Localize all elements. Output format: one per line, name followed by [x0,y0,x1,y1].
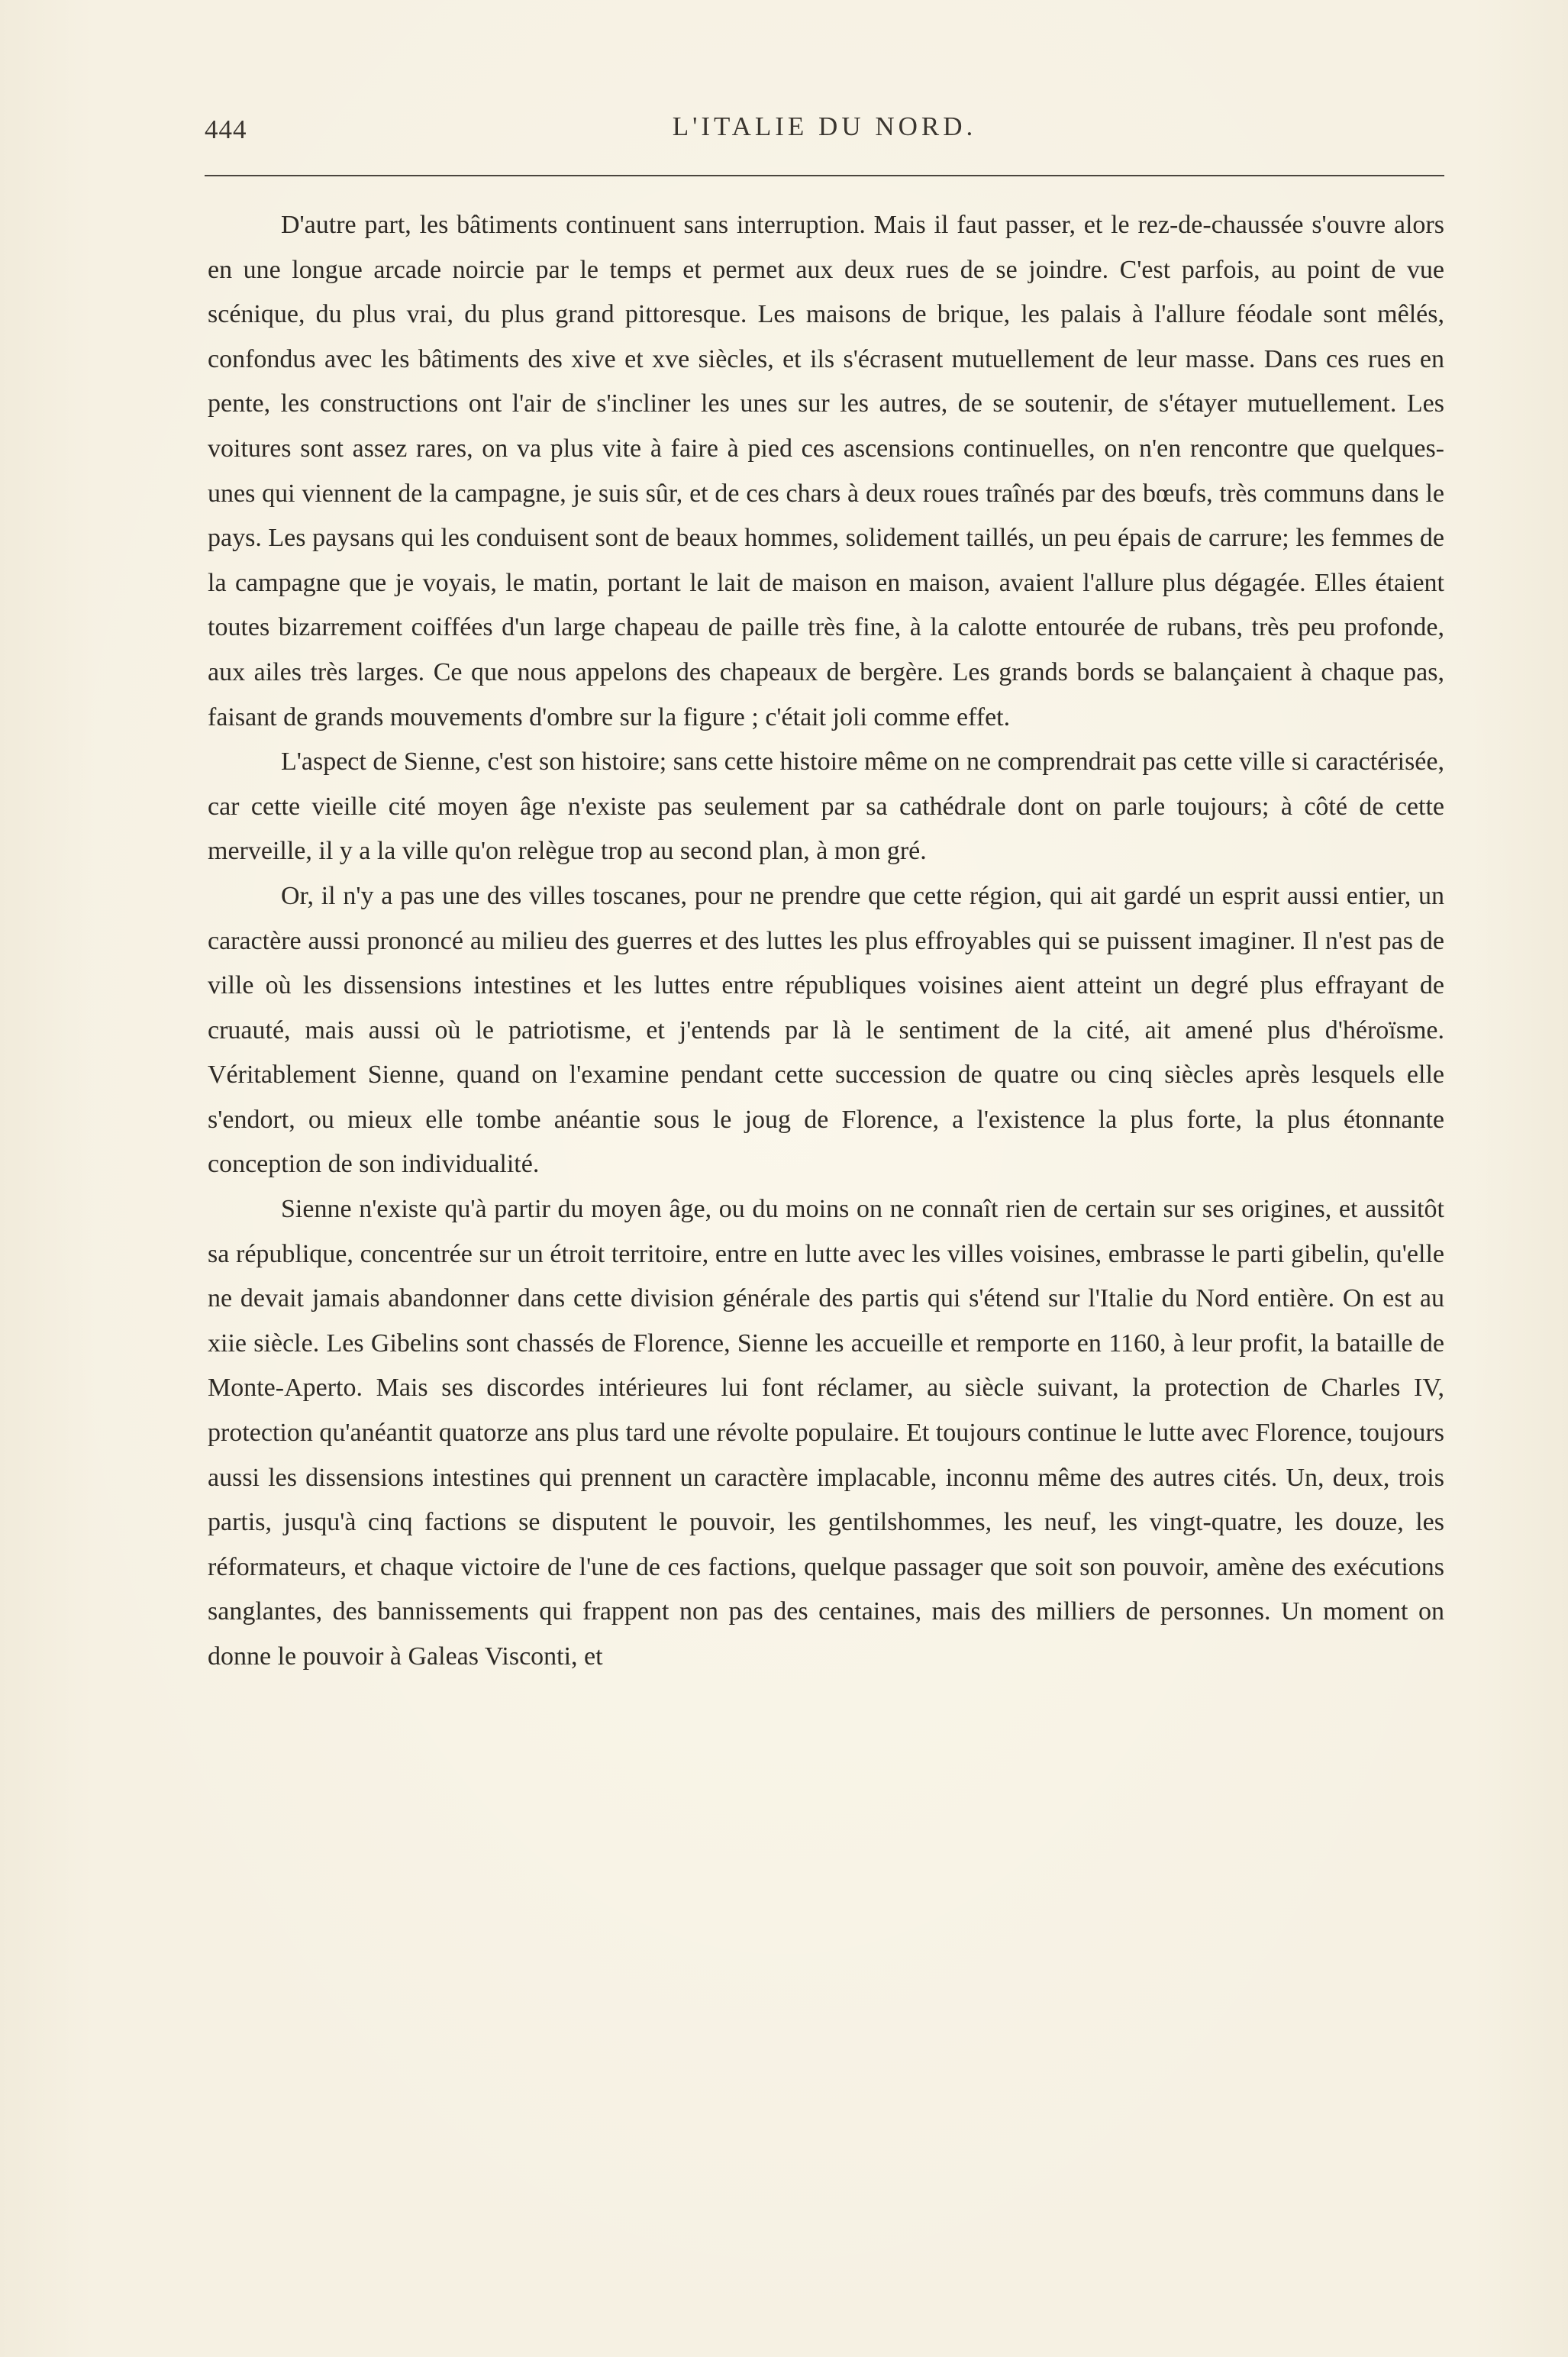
page-header [205,105,1444,151]
header-rule [205,175,1444,176]
page-number: 444 [205,115,247,144]
paragraph: Or, il n'y a pas une des villes toscanes, pour ne prendre que cette région, qui ait gardé un esprit aussi entier, un caractère aussi prononcé au milieu des guerres et des luttes les plus effroyables qui se puissent imaginer. Il n'est pas de ville où les dissensions intestines et les luttes entre républiques voisines aient atteint un degré plus effrayant de cruauté, mais aussi où le patriotisme, et j'entends par là le sentiment de la cité, ait amené plus d'héroïsme. Véritablement Sienne, quand on l'examine pendant cette succession de quatre ou cinq siècles après lesquels elle s'endort, ou mieux elle tombe anéantie sous le joug de Florence, a l'existence la plus forte, la plus étonnante conception de son individualité. [208,881,1444,1179]
running-title: L'ITALIE DU NORD. [672,111,977,141]
paragraph: Sienne n'existe qu'à partir du moyen âge, ou du moins on ne connaît rien de certain sur ses origines, et aussitôt sa république, concentrée sur un étroit territoire, entre en lutte avec les villes voisines, embrasse le parti gibelin, qu'elle ne devait jamais abandonner dans cette division générale des partis qui s'étend sur l'Italie du Nord entière. On est au xiie siècle. Les Gibelins sont chassés de Florence, Sienne les accueille et remporte en 1160, à leur profit, la bataille de Monte-Aperto. Mais ses discordes intérieures lui font réclamer, au siècle suivant, la protection de Charles IV, protection qu'anéantit quatorze ans plus tard une révolte populaire. Et toujours continue le lutte avec Florence, toujours aussi les dissensions intestines qui prennent un caractère implacable, inconnu même des autres cités. Un, deux, trois partis, jusqu'à cinq factions se disputent le pouvoir, les gentilshommes, les neuf, les vingt-quatre, les douze, les réformateurs, et chaque victoire de l'une de ces factions, quelque passager que soit son pouvoir, amène des exécutions sanglantes, des bannissements qui frappent non pas des centaines, mais des milliers de personnes. Un moment on donne le pouvoir à Galeas Visconti, et [208,1195,1444,1671]
body-text [208,203,1444,1680]
paragraph: L'aspect de Sienne, c'est son histoire; sans cette histoire même on ne comprendrait pas cette ville si caractérisée, car cette vieille cité moyen âge n'existe pas seulement par sa cathédrale dont on parle toujours; à côté de cette merveille, il y a la ville qu'on relègue trop au second plan, à mon gré. [208,747,1444,866]
paragraph: D'autre part, les bâtiments continuent sans interruption. Mais il faut passer, et le rez-de-chaussée s'ouvre alors en une longue arcade noircie par le temps et permet aux deux rues de se joindre. C'est parfois, au point de vue scénique, du plus vrai, du plus grand pittoresque. Les maisons de brique, les palais à l'allure féodale sont mêlés, confondus avec les bâtiments des xive et xve siècles, et ils s'écrasent mutuellement de leur masse. Dans ces rues en pente, les constructions ont l'air de s'incliner les unes sur les autres, de se soutenir, de s'étayer mutuellement. Les voitures sont assez rares, on va plus vite à faire à pied ces ascensions continuelles, on n'en rencontre que quelques-unes qui viennent de la campagne, je suis sûr, et de ces chars à deux roues traînés par des bœufs, très communs dans le pays. Les paysans qui les conduisent sont de beaux hommes, solidement taillés, un peu épais de carrure; les femmes de la campagne que je voyais, le matin, portant le lait de maison en maison, avaient l'allure plus dégagée. Elles étaient toutes bizarrement coiffées d'un large chapeau de paille très fine, à la calotte entourée de rubans, très peu profonde, aux ailes très larges. Ce que nous appelons des chapeaux de bergère. Les grands bords se balançaient à chaque pas, faisant de grands mouvements d'ombre sur la figure ; c'était joli comme effet. [208,211,1444,731]
